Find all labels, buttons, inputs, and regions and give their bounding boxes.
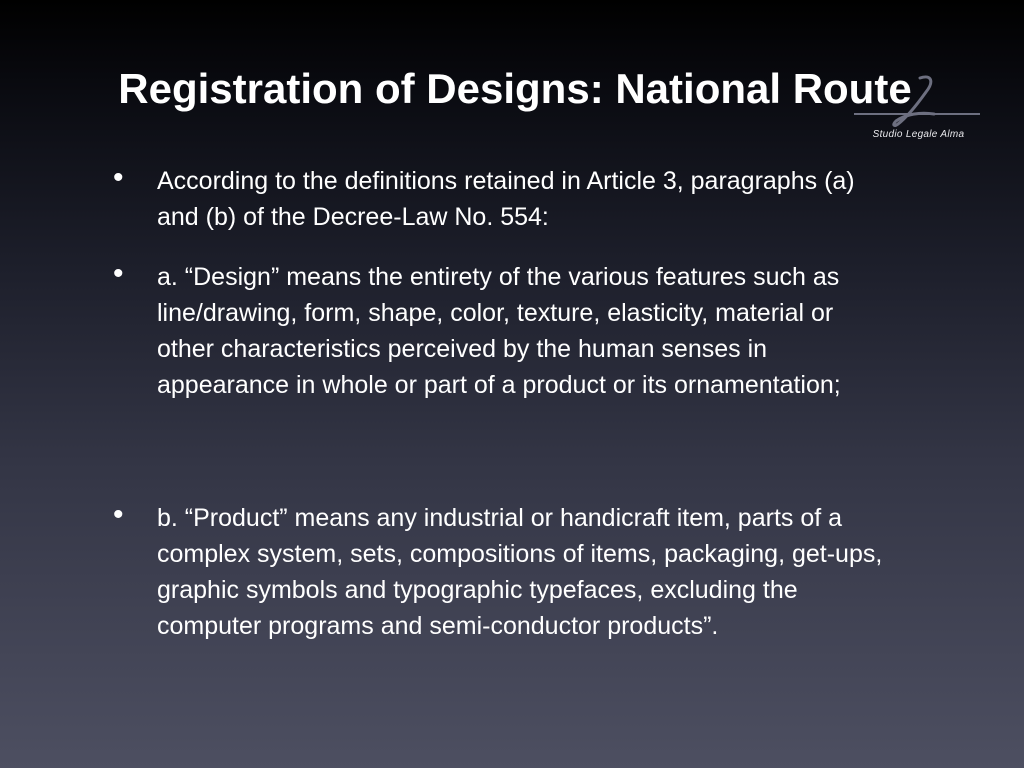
- bullet-item: [113, 498, 897, 644]
- bullet-text: b. “Product” means any industrial or handicraft item, parts of a complex system, sets, compositions of items, packaging, get-ups, graphic symbols and typographic typefaces, excluding the computer programs and semi-conductor products”.: [157, 504, 883, 640]
- logo-text: Studio Legale Alma: [872, 129, 965, 140]
- bullet-dot-icon: •: [113, 257, 124, 290]
- bullet-text: a. “Design” means the entirety of the various features such as line/drawing, form, shape, color, texture, elasticity, material or other characteristics perceived by the human senses in appearance in whole or part of a product or its ornamentation;: [157, 263, 841, 399]
- bullet-dot-icon: •: [113, 161, 124, 194]
- bullet-text: According to the definitions retained in Article 3, paragraphs (a) and (b) of the Decree-Law No. 554:: [157, 167, 855, 231]
- slide-title: Registration of Designs: National Route: [118, 65, 912, 112]
- bullet-item: [113, 161, 897, 235]
- bullet-dot-icon: •: [113, 498, 124, 531]
- bullet-item: [113, 257, 897, 403]
